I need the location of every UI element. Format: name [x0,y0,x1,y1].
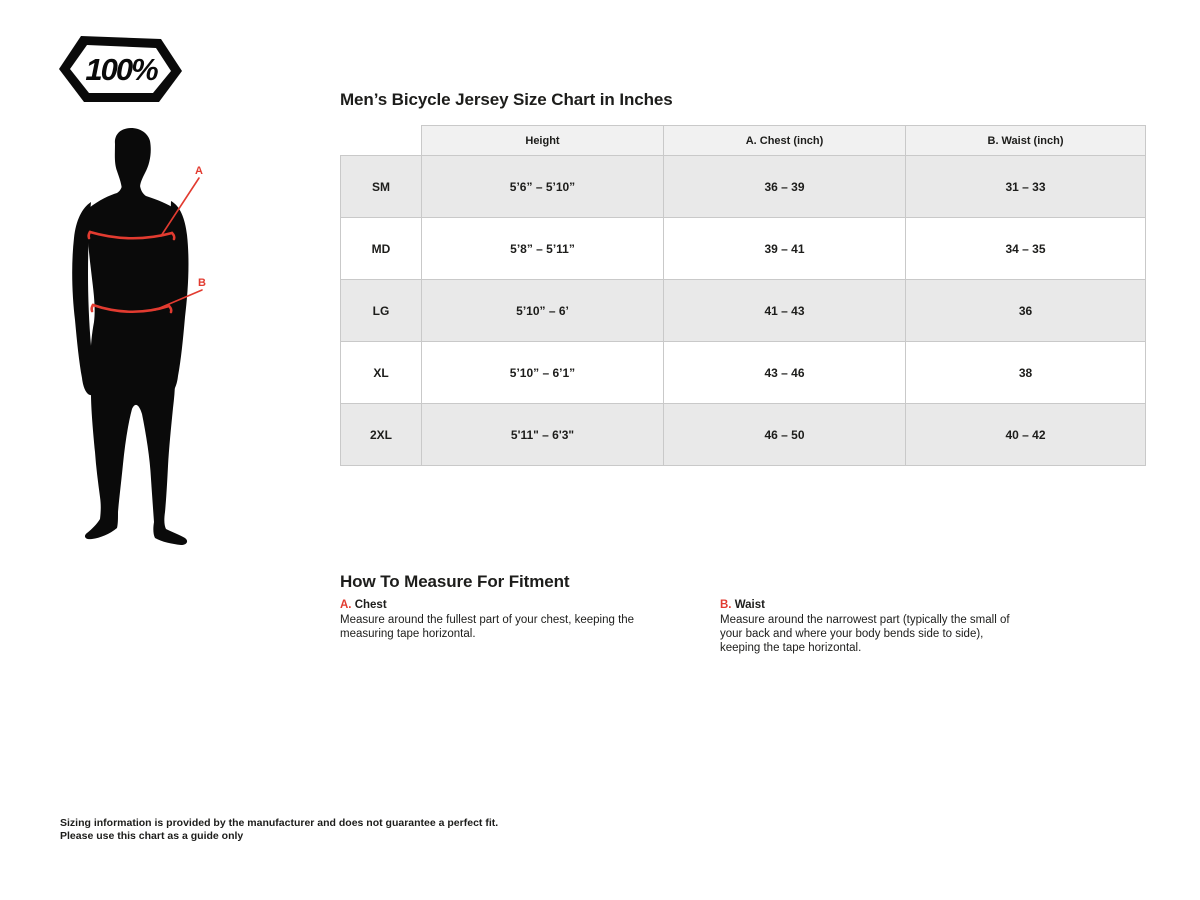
chest-guide-description: Measure around the fullest part of your chest, keeping the measuring tape horizontal. [340,613,635,640]
size-cell: 2XL [341,404,422,466]
disclaimer-line-2: Please use this chart as a guide only [60,829,244,842]
size-cell: LG [341,280,422,342]
size-cell: MD [341,218,422,280]
waist-cell: 31 – 33 [906,156,1146,218]
waist-guide-description: Measure around the narrowest part (typically the small of your back and where your body bends side to side), keeping the tape horizontal. [720,613,1010,654]
waist-cell: 34 – 35 [906,218,1146,280]
chest-guide-prefix: A. [340,599,352,611]
table-row-2xl [341,404,1146,466]
chest-cell: 43 – 46 [664,342,906,404]
table-row-xl [341,342,1146,404]
chest-measure-guide [340,598,635,641]
height-cell: 5’6” – 5’10” [422,156,664,218]
table-header-row [341,126,1146,156]
sizing-disclaimer [60,817,498,842]
page-title: Men’s Bicycle Jersey Size Chart in Inches [340,90,673,109]
waist-guide-label [720,598,1018,612]
height-cell: 5’10” – 6’1” [422,342,664,404]
chest-cell: 41 – 43 [664,280,906,342]
brand-logo [58,32,183,106]
waist-cell: 36 [906,280,1146,342]
waist-cell: 40 – 42 [906,404,1146,466]
height-cell: 5'11" – 6'3" [422,404,664,466]
column-header-waist: B. Waist (inch) [906,126,1146,156]
table-row-sm [341,156,1146,218]
column-header-height: Height [422,126,664,156]
size-chart-table [340,125,1146,466]
man-silhouette-graphic [72,128,188,545]
table-row-lg [341,280,1146,342]
logo-text: 100% [85,52,157,87]
height-cell: 5’8” – 5’11” [422,218,664,280]
size-cell: XL [341,342,422,404]
disclaimer-line-1: Sizing information is provided by the manufacturer and does not guarantee a perfect fit. [60,817,499,829]
column-header-chest: A. Chest (inch) [664,126,906,156]
chest-cell: 36 – 39 [664,156,906,218]
measurement-figure [55,108,215,548]
chest-cell: 39 – 41 [664,218,906,280]
how-to-measure-title: How To Measure For Fitment [340,572,570,591]
waist-guide-label-text: Waist [734,599,765,611]
table-row-md [341,218,1146,280]
corner-header-cell [341,126,422,156]
size-cell: SM [341,156,422,218]
waist-cell: 38 [906,342,1146,404]
marker-b-label: B [198,277,206,289]
waist-guide-prefix: B. [720,599,732,611]
chest-guide-label [340,598,635,612]
height-cell: 5’10” – 6’ [422,280,664,342]
chest-guide-label-text: Chest [354,599,387,611]
marker-a-label: A [195,165,203,177]
chest-cell: 46 – 50 [664,404,906,466]
waist-measure-guide [720,598,1018,655]
